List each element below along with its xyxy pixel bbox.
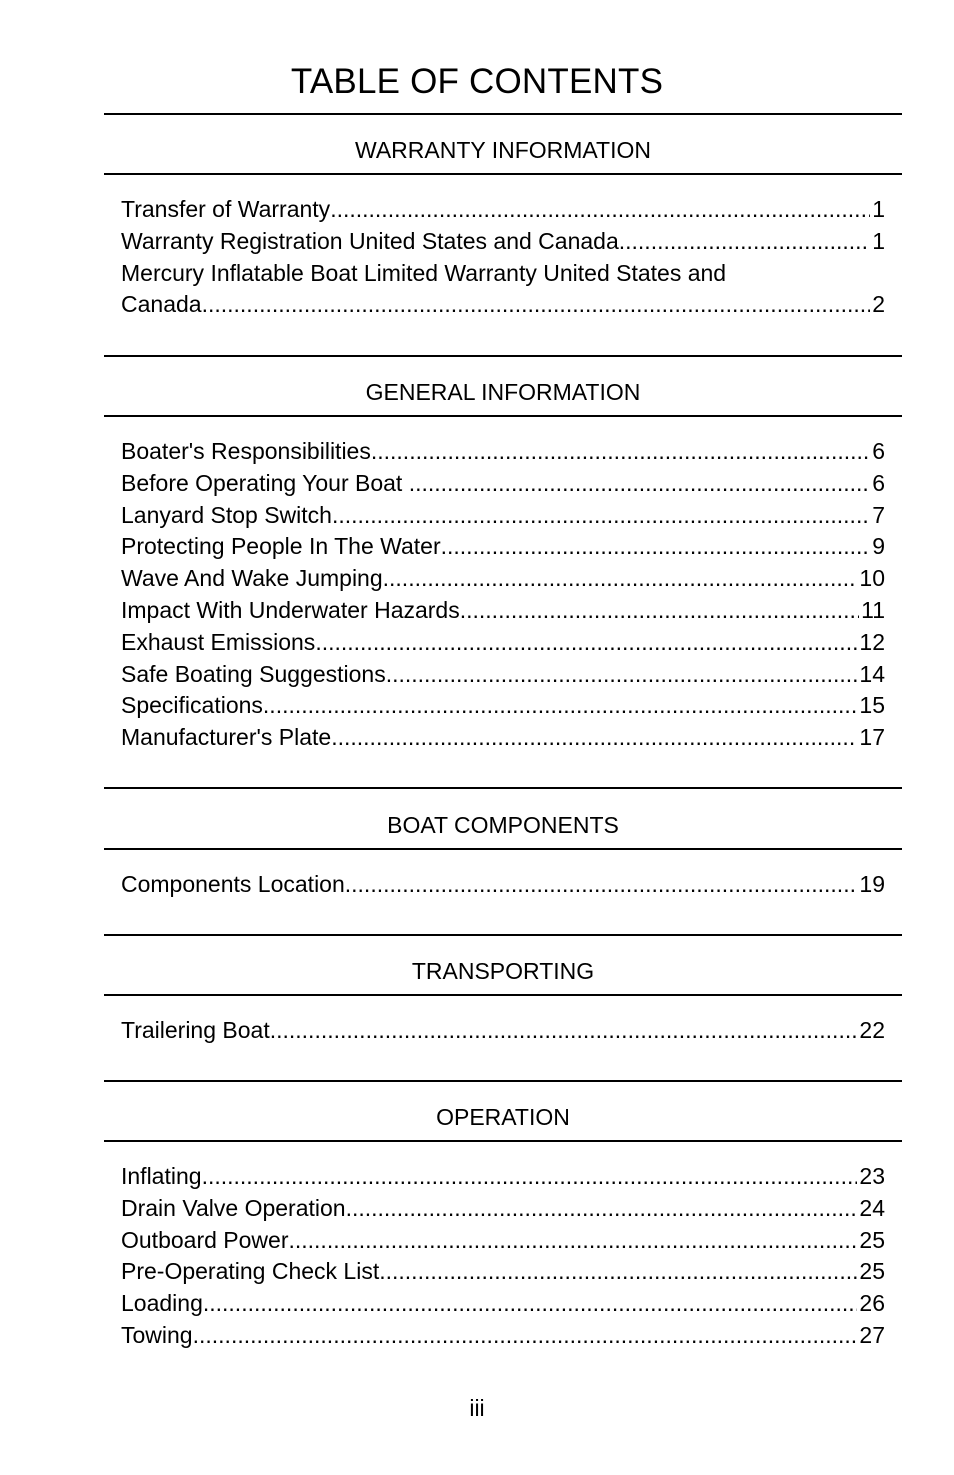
toc-entry-specifications[interactable] bbox=[121, 690, 885, 722]
toc-section-transporting bbox=[121, 1015, 885, 1047]
toc-entry-label: Warranty Registration United States and Canada bbox=[121, 227, 619, 254]
dot-leader bbox=[270, 1015, 858, 1047]
toc-entry-label: Outboard Power bbox=[121, 1226, 289, 1253]
toc-entry-page: 1 bbox=[872, 196, 885, 222]
toc-entry-label: Towing bbox=[121, 1321, 193, 1348]
toc-entry-warranty-registration[interactable] bbox=[121, 226, 885, 258]
toc-entry-page: 2 bbox=[872, 291, 885, 318]
section-divider bbox=[104, 787, 902, 789]
toc-entry-page: 27 bbox=[859, 1321, 885, 1348]
page-title: TABLE OF CONTENTS bbox=[290, 62, 664, 101]
toc-entry-wave-wake-jumping[interactable] bbox=[121, 563, 885, 595]
dot-leader bbox=[203, 1288, 858, 1320]
toc-entry-towing[interactable] bbox=[121, 1320, 885, 1352]
dot-leader bbox=[346, 1193, 858, 1225]
toc-entry-label: Safe Boating Suggestions bbox=[121, 660, 386, 687]
toc-entry-label: Loading bbox=[121, 1290, 203, 1317]
section-divider bbox=[104, 934, 902, 936]
dot-leader bbox=[288, 1225, 857, 1257]
toc-entry-safe-boating[interactable] bbox=[121, 659, 885, 691]
toc-entry-page: 14 bbox=[859, 660, 885, 687]
toc-entry-lanyard-stop-switch[interactable] bbox=[121, 500, 885, 532]
toc-entry-page: 12 bbox=[859, 628, 885, 655]
dot-leader bbox=[332, 500, 870, 532]
section-divider bbox=[104, 415, 902, 417]
dot-leader bbox=[263, 690, 857, 722]
dot-leader bbox=[460, 595, 859, 627]
section-divider bbox=[104, 355, 902, 357]
dot-leader bbox=[379, 1256, 857, 1288]
dot-leader bbox=[409, 468, 871, 500]
dot-leader bbox=[619, 226, 870, 258]
toc-entry-manufacturers-plate[interactable] bbox=[121, 722, 885, 754]
dot-leader bbox=[371, 436, 870, 468]
toc-entry-protecting-people[interactable] bbox=[121, 531, 885, 563]
toc-entry-page: 11 bbox=[861, 596, 885, 623]
toc-entry-loading[interactable] bbox=[121, 1288, 885, 1320]
section-divider bbox=[104, 1140, 902, 1142]
toc-entry-page: 1 bbox=[872, 227, 885, 254]
toc-entry-page: 9 bbox=[872, 533, 885, 560]
toc-entry-label: Canada bbox=[121, 291, 202, 318]
toc-entry-label: Manufacturer's Plate bbox=[121, 724, 332, 751]
toc-section-boat-components bbox=[121, 869, 885, 901]
section-divider bbox=[104, 173, 902, 175]
toc-entry-page: 26 bbox=[859, 1290, 885, 1317]
section-divider bbox=[104, 848, 902, 850]
toc-entry-page: 10 bbox=[859, 565, 885, 592]
toc-entry-label: Pre-Operating Check List bbox=[121, 1258, 380, 1285]
toc-entry-page: 23 bbox=[859, 1163, 885, 1189]
toc-entry-label: Protecting People In The Water bbox=[121, 533, 441, 560]
toc-entry-label: Trailering Boat bbox=[121, 1017, 270, 1043]
toc-entry-label: Drain Valve Operation bbox=[121, 1194, 346, 1221]
toc-section-operation bbox=[121, 1161, 885, 1352]
section-divider bbox=[104, 113, 902, 115]
toc-entry-label: Wave And Wake Jumping bbox=[121, 565, 383, 592]
toc-entry-inflating[interactable] bbox=[121, 1161, 885, 1193]
toc-entry-transfer-of-warranty[interactable] bbox=[121, 194, 885, 226]
dot-leader bbox=[441, 531, 871, 563]
toc-section-warranty bbox=[121, 194, 885, 321]
toc-entry-page: 6 bbox=[872, 469, 885, 496]
toc-entry-label: Impact With Underwater Hazards bbox=[121, 596, 460, 623]
section-title-warranty: WARRANTY INFORMATION bbox=[354, 137, 651, 163]
section-title-transporting: TRANSPORTING bbox=[411, 958, 595, 984]
section-title-boat-components: BOAT COMPONENTS bbox=[387, 812, 619, 838]
toc-entry-components-location[interactable] bbox=[121, 869, 885, 901]
toc-entry-page: 24 bbox=[859, 1194, 885, 1221]
section-title-operation: OPERATION bbox=[436, 1104, 570, 1130]
toc-section-general bbox=[121, 436, 885, 754]
toc-entry-label: Boater's Responsibilities bbox=[121, 438, 371, 464]
dot-leader bbox=[202, 1161, 858, 1193]
toc-entry-label-line: Mercury Inflatable Boat Limited Warranty United States and bbox=[121, 259, 727, 286]
toc-entry-label: Inflating bbox=[121, 1163, 202, 1189]
toc-entry-page: 19 bbox=[859, 871, 885, 897]
toc-entry-label: Before Operating Your Boat bbox=[121, 469, 409, 496]
footer-page-number: iii bbox=[469, 1395, 485, 1421]
toc-entry-boaters-responsibilities[interactable] bbox=[121, 436, 885, 468]
toc-entry-page: 22 bbox=[859, 1017, 885, 1043]
toc-entry-limited-warranty[interactable] bbox=[121, 258, 885, 322]
toc-entry-page: 15 bbox=[859, 692, 885, 719]
toc-entry-page: 17 bbox=[859, 724, 885, 751]
toc-entry-outboard-power[interactable] bbox=[121, 1225, 885, 1257]
dot-leader bbox=[383, 563, 858, 595]
toc-entry-page: 7 bbox=[872, 501, 885, 528]
toc-entry-page: 25 bbox=[859, 1258, 885, 1285]
section-divider bbox=[104, 994, 902, 996]
dot-leader bbox=[193, 1320, 858, 1352]
toc-entry-label: Exhaust Emissions bbox=[121, 628, 316, 655]
dot-leader bbox=[331, 722, 857, 754]
section-title-general: GENERAL INFORMATION bbox=[365, 379, 641, 405]
toc-entry-trailering-boat[interactable] bbox=[121, 1015, 885, 1047]
dot-leader bbox=[330, 194, 870, 226]
toc-entry-before-operating[interactable] bbox=[121, 468, 885, 500]
toc-entry-page: 6 bbox=[872, 438, 885, 464]
dot-leader bbox=[315, 627, 857, 659]
toc-entry-pre-operating-check[interactable] bbox=[121, 1256, 885, 1288]
toc-entry-impact-underwater[interactable] bbox=[121, 595, 885, 627]
dot-leader bbox=[345, 869, 858, 901]
toc-entry-label: Specifications bbox=[121, 692, 263, 719]
toc-entry-exhaust-emissions[interactable] bbox=[121, 627, 885, 659]
toc-entry-label: Components Location bbox=[121, 871, 345, 897]
toc-entry-drain-valve[interactable] bbox=[121, 1193, 885, 1225]
toc-entry-label: Transfer of Warranty bbox=[121, 196, 331, 222]
dot-leader bbox=[202, 289, 871, 321]
section-divider bbox=[104, 1080, 902, 1082]
dot-leader bbox=[386, 659, 858, 691]
toc-entry-page: 25 bbox=[859, 1226, 885, 1253]
toc-entry-label: Lanyard Stop Switch bbox=[121, 501, 332, 528]
